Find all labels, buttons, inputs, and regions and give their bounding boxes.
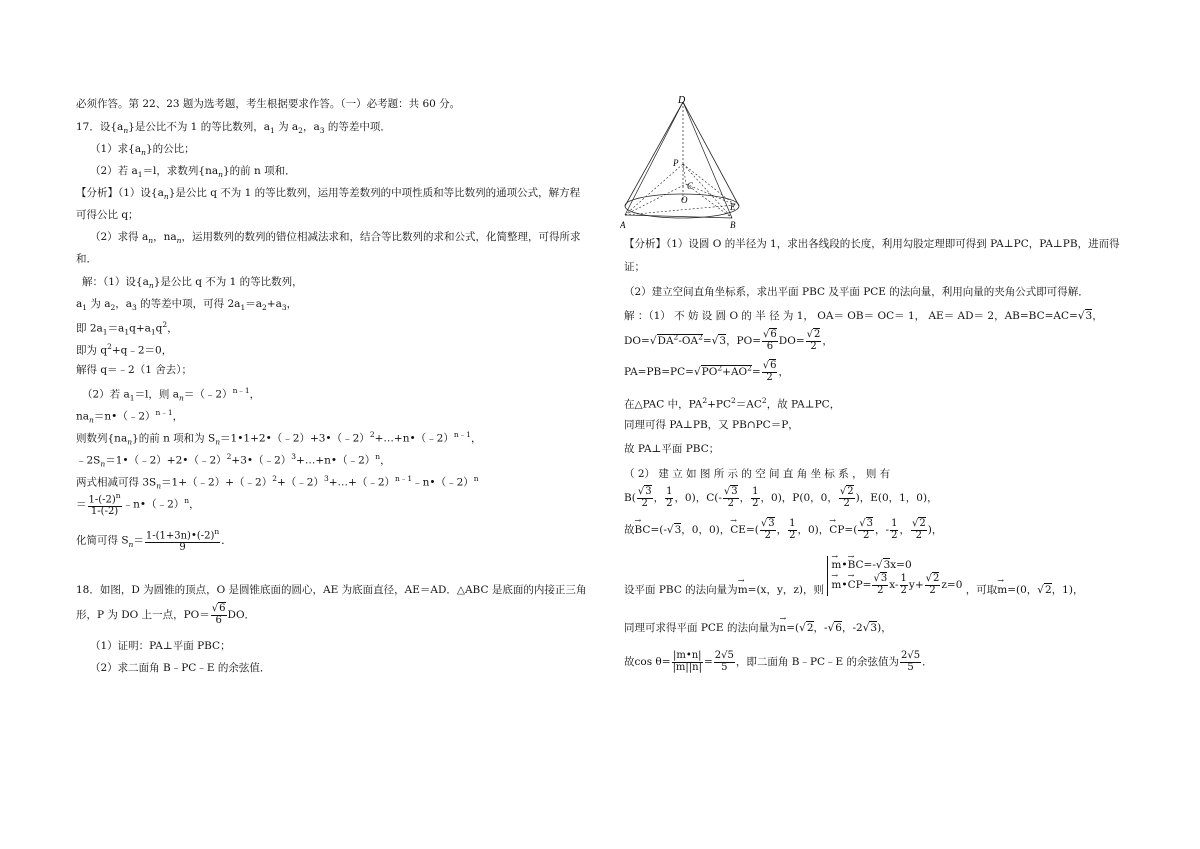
- analysis-17-line4: [76, 253, 97, 266]
- text: ，0)，P(0，0，: [760, 492, 838, 504]
- problem-17-part2: （2）若 $a_1=l$，求数列$\{na_n\}$的前 n 项和．: [90, 165, 296, 180]
- text: n: [184, 496, 190, 506]
- text: 1: [900, 573, 907, 584]
- cone-figure: [620, 92, 760, 232]
- fraction: $\frac{√2}{2}$: [839, 486, 854, 509]
- text: ，即二面角 B﹣PC﹣E 的余弦值为: [735, 656, 900, 668]
- text: +q﹣2＝0，: [111, 344, 173, 357]
- text: +3•（﹣2）: [231, 454, 292, 467]
- solution-18-normal-pce: 同理可求得平面 PCE 的法向量为→ n=(√2，-√6，-2√3)，: [624, 622, 892, 635]
- analysis-18-line2: [624, 261, 645, 274]
- text: AB=BC=AC=: [1004, 310, 1078, 322]
- text: （2）若 a: [82, 388, 130, 401]
- text: 2: [226, 452, 232, 461]
- solution-17-line6: （2）若 $a_1=l$，则 $a_n=(﹣2)^{n﹣1}$，: [82, 386, 261, 403]
- text: )，: [927, 524, 943, 536]
- text: ＝l，求数列{na: [142, 165, 219, 177]
- equation-system: [827, 556, 962, 596]
- text: 故: [624, 524, 635, 536]
- text: q: [155, 322, 163, 335]
- text: ，: [822, 335, 833, 347]
- analysis-17-line2: [76, 209, 139, 222]
- text: 1-(-2): [88, 494, 116, 506]
- text: 3: [291, 452, 297, 461]
- fraction: [751, 487, 759, 509]
- fraction: [672, 651, 703, 673]
- solution-17-line5: [76, 364, 192, 377]
- fraction: $\frac{√6}{6}$: [211, 603, 226, 626]
- text: 1-(1+3n)•(-2): [145, 530, 215, 542]
- text: ＝1•（﹣2）+2•（﹣2）: [105, 454, 227, 467]
- text: +PC: [707, 398, 732, 411]
- problem-18-part1: [90, 640, 231, 653]
- text: 和．: [76, 253, 97, 265]
- text: （2）求得 a: [90, 231, 149, 243]
- text: ，故 PA⊥PC，: [766, 398, 841, 411]
- text: q+a: [129, 322, 151, 335]
- text: PO: [701, 366, 718, 378]
- text: 1: [891, 518, 898, 529]
- edge-PB: [683, 164, 732, 218]
- text: =(: [745, 524, 759, 536]
- text: ，PO=: [726, 335, 762, 347]
- vector-CE: → CE: [730, 524, 746, 537]
- text: 2: [843, 497, 850, 509]
- text: +…+n•（﹣2）: [374, 432, 454, 445]
- analysis-18-line3: [624, 286, 1089, 299]
- text: +AO: [722, 366, 748, 378]
- text: ，: [249, 388, 261, 401]
- equation-2: [831, 574, 962, 596]
- text: 则数列{na: [76, 432, 128, 445]
- text: 故 PA⊥平面 PBC；: [624, 443, 720, 455]
- text: ．: [221, 534, 232, 547]
- text: ．: [922, 656, 933, 668]
- text: B(: [624, 492, 636, 504]
- text: +a: [266, 298, 282, 310]
- text: 2: [919, 518, 926, 529]
- text: |m•n|: [672, 650, 702, 661]
- text: ，-: [813, 622, 828, 634]
- text: 6: [215, 614, 222, 626]
- analysis-17-line1: 【分析】（1）设$\{a_n\}$是公比 q 不为 1 的等比数列，运用等差数列的中项性质和等比数列的通项公式，解方程: [76, 187, 581, 202]
- text: 解 ：（1） 不 妨 设 圆 O 的 半 径 为 1， OA＝ OB＝ OC＝ 1， AE＝ AD＝ 2，: [624, 310, 1005, 322]
- text: 2: [929, 584, 936, 596]
- text: n: [214, 527, 220, 536]
- solution-18-coordinates: [624, 487, 938, 509]
- solution-18-line5: [624, 419, 799, 432]
- vector-m: → m: [831, 579, 841, 592]
- solution-18-line6: [624, 443, 719, 456]
- text: )，: [877, 622, 892, 634]
- text: ，0)，C(-: [674, 492, 722, 504]
- text: ＝1•1+2•（﹣2）+3•（﹣2）: [220, 432, 370, 445]
- text: 5: [721, 661, 728, 673]
- text: ，: [1092, 310, 1103, 322]
- text: 2: [698, 332, 703, 342]
- text: ﹣2S: [76, 454, 101, 467]
- problem-17-statement: 17．设$\{a_n\}$是公比不为 1 的等比数列，$a_1$ 为 $a_2$，$a_3$ 的等差中项．: [76, 121, 391, 136]
- text: }是公比不为 1 的等比数列，a: [128, 121, 270, 133]
- solution-18-line7: [624, 468, 890, 481]
- solution-18-vectors: 故→ BC=(-√3，0，0)，→ CE=( $\frac{√3}{2}$ ， $\frac{1}{2}$ ，0)，→ CP=( $\frac{√3}{2}$ ，- $\frac{1}{2}$ ， $\frac{√2}{2}$ )，: [624, 519, 942, 541]
- text: ，a: [115, 298, 133, 310]
- fraction: [145, 528, 220, 553]
- text: x-: [889, 579, 899, 591]
- label-C: C: [687, 181, 694, 191]
- text: ，-: [875, 524, 890, 536]
- fraction: [88, 492, 122, 517]
- problem-18-part2: [90, 662, 270, 675]
- text: 2: [891, 529, 898, 541]
- text: )，E(0，1，0)，: [855, 492, 938, 504]
- text: 【分析】（1）设圆 O 的半径为 1，求出各线段的长度，利用勾股定理即可得到 PA⊥PC，PA⊥PB，进而得: [624, 238, 1120, 250]
- vector-n: → n: [779, 622, 786, 635]
- text: 2: [747, 363, 752, 373]
- edge-AE: [625, 205, 735, 215]
- text: •: [841, 579, 848, 591]
- text-wrap: ，可取→ m=(0，√2，1)，: [966, 584, 1084, 596]
- text: DA: [657, 335, 674, 347]
- text: 2: [702, 396, 708, 405]
- text: DO=: [778, 335, 805, 347]
- fraction: [890, 519, 898, 541]
- text: 2: [641, 497, 648, 509]
- text: 1: [666, 486, 673, 497]
- label-O: O: [681, 195, 688, 205]
- label-E: E: [730, 202, 736, 212]
- solution-17-line1: 解：（1）设$\{a_n\}$是公比 q 不为 1 的等比数列，: [82, 276, 303, 291]
- solution-17-line9: $﹣2S_n=1•(﹣2)+2•(﹣2)^2+3•(﹣2)^3+\dots+n•(﹣2)^n$，: [76, 452, 391, 469]
- text: 即为 q: [76, 344, 108, 357]
- text: a: [76, 298, 83, 310]
- text: （1）证明：PA⊥平面 PBC；: [90, 640, 231, 652]
- solution-17-line2: $a_1$ 为 $a_2$，$a_3$ 的等差中项，可得 $2a_1=a_2+a_3$，: [76, 298, 298, 313]
- text: 2: [915, 529, 923, 541]
- edge-DB: [683, 102, 732, 218]
- text: =(: [786, 622, 800, 634]
- fraction: [900, 574, 908, 596]
- text: }的前 n 项和为 S: [132, 432, 216, 445]
- text: 的等差中项，可得 2a: [136, 298, 241, 310]
- text: =: [702, 335, 712, 347]
- text: ＝l，则 a: [134, 388, 180, 401]
- text: 2: [789, 529, 796, 541]
- solution-18-line4: [624, 396, 840, 411]
- text: -OA: [678, 335, 699, 347]
- text: ，-2: [841, 622, 863, 634]
- text: =(x，y，z)，则: [747, 584, 825, 596]
- text: 3: [674, 524, 682, 536]
- text: 2√5: [714, 650, 734, 661]
- fraction: $\frac{√3}{2}$: [637, 486, 652, 509]
- fraction: [714, 651, 735, 673]
- fraction: $\frac{√2}{2}$: [806, 329, 821, 352]
- text: 解得 q＝﹣2（1 舍去）；: [76, 364, 193, 376]
- vector-m: → m: [831, 556, 841, 574]
- text: 2: [766, 371, 773, 383]
- text: 2√5: [901, 650, 921, 661]
- label-D: D: [678, 95, 686, 106]
- edge-PA: [625, 164, 683, 215]
- fraction: $\frac{√3}{2}$: [723, 486, 738, 509]
- vector-m: → m: [997, 584, 1007, 597]
- text: ，: [653, 492, 665, 504]
- problem-18-line1: [76, 584, 586, 597]
- solution-17-line4: 即为 $q^2+q﹣2=0$，: [76, 342, 173, 357]
- text: 2: [666, 497, 673, 509]
- text: •: [841, 559, 848, 571]
- text: x=0: [890, 559, 912, 571]
- label-B: B: [730, 220, 736, 230]
- solution-18-line2: $DO=√DA^2-OA^2=√3$，PO= $\frac{√6}{6}$ DO= $\frac{√2}{2}$ ，: [624, 329, 833, 352]
- solution-17-line10: 两式相减可得 $3S_n=1+(﹣2)+(﹣2)^2+(﹣2)^3+\dots+(﹣2)^{n﹣1}﹣n•(﹣2)^n$: [76, 474, 479, 491]
- text: （2）若 a: [90, 165, 138, 177]
- edge-PC: [683, 164, 686, 184]
- text: 3: [1085, 310, 1093, 322]
- text: 必须作答。第 22、23 题为选考题，考生根据要求作答。（一）必考题：共 60 分。: [76, 98, 461, 110]
- text: ，0，0)，: [681, 524, 731, 536]
- text: =(0，: [1007, 584, 1038, 596]
- solution-18-line3: $PA=PB=PC=√PO^2+AO^2=$ $\frac{√6}{2}$ ，: [624, 360, 789, 383]
- text: 同理可得 PA⊥PB，又 PB∩PC＝P，: [624, 419, 799, 431]
- text: 2: [369, 430, 375, 439]
- text: ，: [778, 366, 789, 378]
- text: 同理可求得平面 PCE 的法向量为: [624, 622, 780, 634]
- text: 3: [866, 518, 874, 529]
- text: ＝AC: [735, 398, 762, 411]
- fraction: $\frac{√6}{6}$: [763, 329, 777, 352]
- text: 即 2a: [76, 322, 103, 335]
- text: n: [115, 491, 121, 500]
- fraction: $\frac{√2}{2}$: [911, 518, 926, 541]
- text: n﹣1: [453, 430, 471, 439]
- text: 【分析】（1）设{a: [76, 187, 164, 199]
- text: ，: [167, 322, 178, 335]
- text: 1-(-2): [90, 505, 119, 517]
- fraction: [900, 651, 921, 673]
- text: ，: [776, 524, 788, 536]
- text: n﹣1: [155, 408, 173, 417]
- text: 9: [179, 541, 186, 553]
- text: ，: [739, 492, 751, 504]
- text: ﹣n•（﹣2）: [412, 476, 474, 489]
- text: （2）求二面角 B﹣PC﹣E 的余弦值．: [90, 662, 271, 674]
- text: 2: [731, 396, 736, 405]
- text: 2: [933, 573, 940, 584]
- text: n: [473, 474, 479, 483]
- text: ，: [286, 298, 298, 310]
- text: }是公比 q 不为 1 的等比数列，: [153, 276, 303, 288]
- text: 故cos θ=: [624, 656, 671, 668]
- text: ，: [189, 498, 200, 511]
- text: 证；: [624, 261, 645, 273]
- text: }的前 n 项和．: [222, 165, 296, 177]
- text: 2: [814, 329, 821, 340]
- text: ＝a: [107, 322, 125, 335]
- text: 2: [673, 332, 679, 342]
- text: 1: [752, 486, 759, 497]
- solution-18-line1: 解 ：（1） 不 妨 设 圆 O 的 半 径 为 1， OA＝ OB＝ OC＝ 1， AE＝ AD＝ 2，AB=BC=AC=√3，: [624, 310, 1103, 322]
- text: =: [703, 656, 713, 668]
- text: }的公比；: [145, 143, 195, 155]
- text: 2: [272, 474, 277, 483]
- text: ﹣n•（﹣2）: [122, 498, 185, 511]
- text: 6: [766, 340, 774, 352]
- text: ＝n•（﹣2）: [93, 410, 156, 423]
- solution-18-cosine: [624, 651, 933, 673]
- text: ，na: [153, 231, 177, 243]
- fraction: $\frac{√6}{2}$: [762, 360, 777, 383]
- text: n﹣1: [395, 474, 413, 483]
- fraction: $\frac{√3}{2}$: [760, 518, 775, 541]
- text: ＝（﹣2）: [183, 388, 233, 401]
- text: 3: [719, 335, 727, 347]
- analysis-18-line1: [624, 238, 1120, 251]
- text: 化简可得 S: [76, 534, 129, 547]
- text: na: [76, 410, 90, 423]
- vector-BC: → BC: [635, 524, 651, 537]
- fraction: [665, 487, 673, 509]
- text: 1: [789, 518, 796, 529]
- text: 形，P 为 DO 上一点，PO＝: [76, 609, 210, 621]
- text: 2: [1045, 584, 1052, 596]
- text: 可得公比 q；: [76, 209, 139, 221]
- text: PA=PB=PC=: [624, 366, 694, 378]
- text: 解：（1）设{a: [82, 276, 149, 288]
- text: DO．: [227, 609, 256, 621]
- text: 6: [770, 360, 777, 371]
- text: 2: [752, 497, 759, 509]
- text: ＝1+（﹣2）+（﹣2）: [161, 476, 273, 489]
- vector-CP: → CP: [848, 579, 863, 592]
- text: 5: [907, 661, 914, 673]
- text: ，: [899, 524, 910, 536]
- text: }是公比 q 不为 1 的等比数列，运用等差数列的中项性质和等比数列的通项公式，解方程: [168, 187, 581, 199]
- text: ，0)，: [797, 524, 830, 536]
- text: （1）求{a: [90, 143, 142, 155]
- fraction: $\frac{√3}{2}$: [859, 518, 874, 541]
- text: |m||n|: [672, 661, 702, 673]
- text: ，a: [302, 121, 320, 133]
- text: ，: [470, 432, 482, 445]
- text: 3: [731, 486, 738, 497]
- text: 6: [219, 603, 226, 614]
- text: ＝a: [245, 298, 262, 310]
- text: 3: [870, 622, 878, 634]
- text: （ 2） 建 立 如 图 所 示 的 空 间 直 角 坐 标 系 ， 则 有: [624, 468, 891, 480]
- text: +…+（﹣2）: [328, 476, 396, 489]
- text: 3: [883, 559, 891, 571]
- fraction: [788, 519, 796, 541]
- fraction: $\frac{√3}{2}$: [873, 573, 888, 596]
- vector-m: → m: [738, 584, 748, 597]
- text: 3: [645, 486, 652, 497]
- solution-17-line8: 则数列$\{na_n\}$的前 n 项和为 $S_n=1•1+2•(﹣2)+3•(﹣2)^2+\dots+n•(﹣2)^{n﹣1}$，: [76, 430, 482, 447]
- text: =-: [863, 559, 876, 571]
- text: =(: [844, 524, 858, 536]
- problem-17-part1: （1）求$\{a_n\}$的公比；: [90, 143, 195, 158]
- analysis-17-line3: （2）求得 $a_n$，$na_n$，运用数列的数列的错位相减法求和，结合等比数列的求和公式，化简整理，可得所求: [90, 231, 581, 246]
- text: 2: [717, 363, 723, 373]
- solution-17-line3: 即 $2a_1=a_1q+a_1q^2$，: [76, 320, 178, 337]
- text: 18．如图，D 为圆锥的顶点，O 是圆锥底面的圆心，AE 为底面直径，AE＝AD．△ABC 是底面的内接正三角: [76, 584, 587, 596]
- text: 2: [900, 584, 907, 596]
- text: DO=: [624, 335, 650, 347]
- text-wrap: [624, 584, 824, 596]
- equation-1: → m•→ BC=-√3x=0: [831, 556, 962, 574]
- text: 为 a: [274, 121, 299, 133]
- text: 2: [877, 584, 884, 596]
- fraction: $\frac{√2}{2}$: [925, 573, 940, 596]
- text: 6: [835, 622, 842, 634]
- solution-17-line7: $na_n=n•(﹣2)^{n﹣1}$，: [76, 408, 184, 425]
- text: 2: [761, 396, 767, 405]
- text: 2: [806, 622, 814, 634]
- text: +…+n•（﹣2）: [296, 454, 376, 467]
- text: ，: [172, 410, 184, 423]
- text: 3: [768, 518, 775, 529]
- label-P: P: [673, 158, 679, 168]
- text: （2）建立空间直角坐标系，求出平面 PBC 及平面 PCE 的法向量，利用向量的夹角公式即可得解．: [624, 286, 1089, 298]
- text: z=0: [941, 579, 963, 591]
- cone-edge-left: [625, 102, 683, 206]
- text: 2: [847, 486, 854, 497]
- text: +（﹣2）: [276, 476, 324, 489]
- solution-18-normal-pbc: [624, 556, 1083, 596]
- text: 在△PAC 中，PA: [624, 398, 703, 411]
- text: 3: [880, 573, 888, 584]
- text: 6: [770, 329, 777, 340]
- text: 2: [862, 529, 870, 541]
- text: 设平面 PBC 的法向量为: [624, 584, 738, 596]
- label-A: A: [620, 220, 626, 230]
- text: ，可取: [965, 584, 998, 596]
- cone-diagram: [620, 92, 760, 232]
- text: 2: [727, 497, 734, 509]
- text: n﹣1: [232, 386, 250, 395]
- text: 两式相减可得 3S: [76, 476, 157, 489]
- text: 2: [764, 529, 771, 541]
- intro-line: [76, 98, 460, 111]
- text: ，运用数列的数列的错位相减法求和，结合等比数列的求和公式，化简整理，可得所求: [181, 231, 581, 243]
- text: 2: [810, 340, 817, 352]
- solution-17-line11: ＝ $\frac{1-(-2)^n}{1-(-2)}$ ﹣n•（﹣2）$^n$，: [76, 491, 200, 517]
- text: =: [751, 366, 761, 378]
- text: 的等差中项．: [324, 121, 391, 133]
- text: 3: [323, 474, 329, 483]
- text: =(-: [650, 524, 667, 536]
- problem-18-line2: [76, 604, 255, 626]
- text: 为 a: [87, 298, 111, 310]
- vector-BC: → BC: [848, 556, 864, 574]
- solution-17-line12: 化简可得 $S_n=$ $\frac{1-(1+3n)•(-2)^n}{9}$ ．: [76, 527, 232, 553]
- text: ，1)，: [1051, 584, 1084, 596]
- text: 17．设{a: [76, 121, 124, 133]
- text: n: [375, 452, 381, 461]
- text: y+: [908, 579, 924, 591]
- vector-CP: → CP: [829, 524, 844, 537]
- text: ，: [380, 454, 391, 467]
- text: =: [862, 579, 872, 591]
